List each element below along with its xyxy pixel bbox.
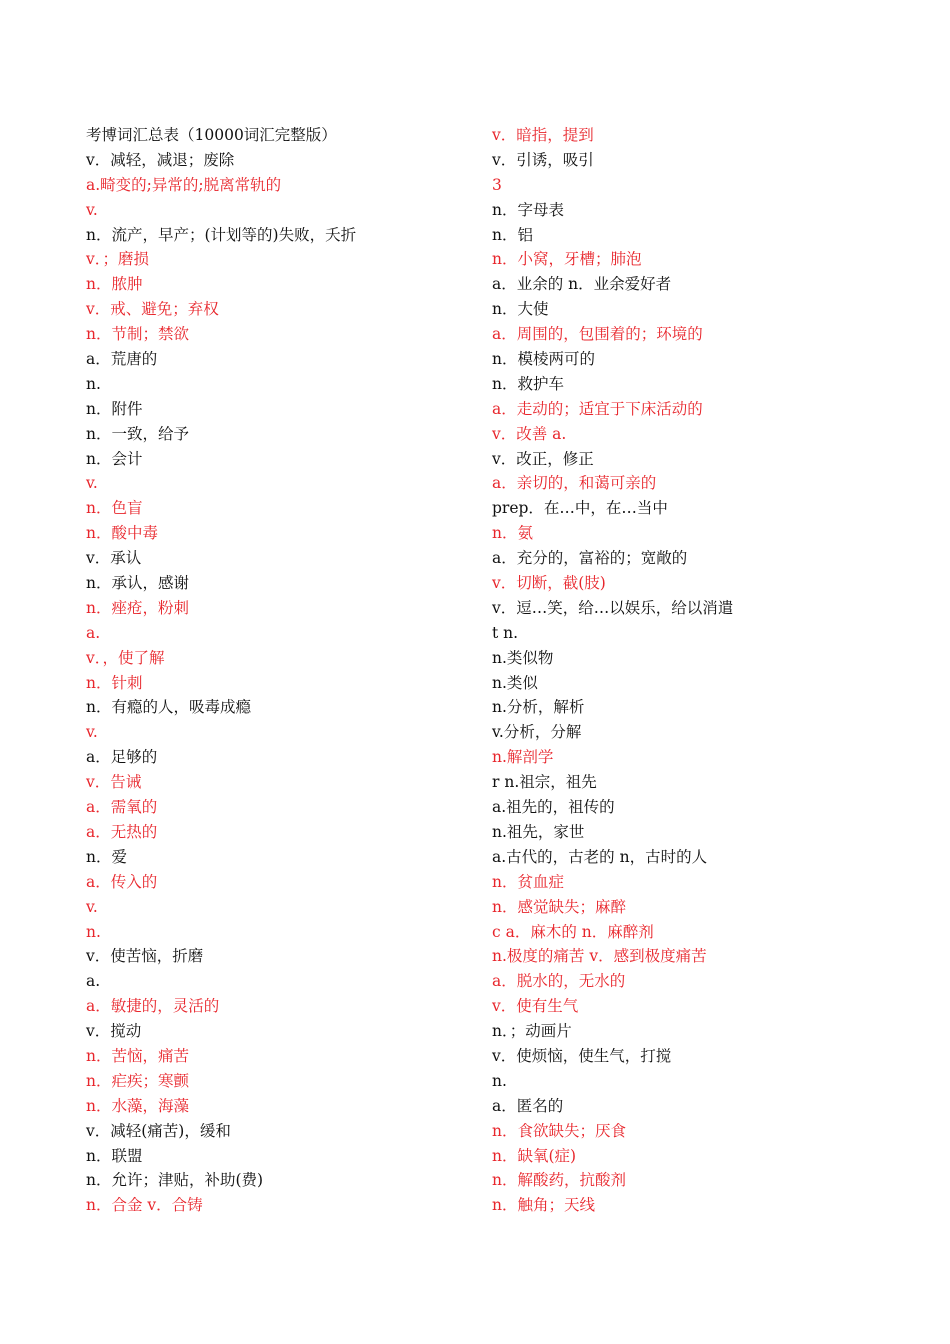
left-column-entry: n．痤疮，粉刺	[86, 598, 189, 617]
right-column-entry: v.分析，分解	[492, 723, 582, 742]
right-column-entry: n．模棱两可的	[492, 350, 595, 369]
right-column-entry: a．充分的，富裕的；宽敞的	[492, 549, 688, 568]
right-column-entry: n．感觉缺失；麻醉	[492, 897, 626, 916]
left-column-entry: n．色盲	[86, 499, 143, 518]
left-column-entry: a．敏捷的，灵活的	[86, 997, 220, 1016]
left-column-entry: n．联盟	[86, 1146, 143, 1165]
right-column-entry: a．走动的；适宜于下床活动的	[492, 399, 703, 418]
left-column	[86, 123, 486, 1218]
right-column-entry: n.极度的痛苦 v．感到极度痛苦	[492, 947, 707, 966]
right-column-entry: a．周围的，包围着的；环境的	[492, 325, 703, 344]
right-column-entry: r n.祖宗，祖先	[492, 773, 597, 792]
left-column-entry: n．一致，给予	[86, 424, 189, 443]
right-column-entry: v．逗…笑，给…以娱乐，给以消遣	[492, 598, 734, 617]
left-column-entry: a．传入的	[86, 872, 158, 891]
left-column-entry: v．使苦恼，折磨	[86, 947, 204, 966]
right-column-entry: 3	[492, 175, 502, 194]
left-column-entry: v.	[86, 474, 98, 493]
right-column-entry: prep．在…中，在…当中	[492, 499, 668, 518]
right-column-entry: n．解酸药，抗酸剂	[492, 1171, 626, 1190]
right-column-entry: v．改正，修正	[492, 449, 594, 468]
right-column-entry: n．小窝，牙槽；肺泡	[492, 250, 642, 269]
left-column-entry: n．允许；津贴，补助(费)	[86, 1171, 264, 1190]
left-column-entry: v．减轻(痛苦)，缓和	[86, 1121, 231, 1140]
right-column-entry: n.祖先，家世	[492, 822, 585, 841]
right-column-entry: n．氨	[492, 524, 533, 543]
left-column-entry: n．会计	[86, 449, 143, 468]
right-column-entry: a．亲切的，和蔼可亲的	[492, 474, 657, 493]
left-column-entry: n.	[86, 922, 101, 941]
left-column-entry: a．需氧的	[86, 798, 158, 817]
left-column-entry: n．流产，早产；(计划等的)失败，夭折	[86, 225, 357, 244]
left-column-entry: v．承认	[86, 549, 142, 568]
right-column	[492, 123, 872, 1218]
right-column-entry: n．贫血症	[492, 872, 564, 891]
right-column-entry: v．使有生气	[492, 997, 579, 1016]
left-column-entry: a.	[86, 972, 101, 991]
left-column-entry: n．酸中毒	[86, 524, 158, 543]
left-column-entry: n．疟疾；寒颤	[86, 1071, 189, 1090]
left-column-entry: n．水藻，海藻	[86, 1096, 189, 1115]
right-column-entry: n．救护车	[492, 374, 564, 393]
right-column-entry: n.类似物	[492, 648, 554, 667]
left-column-entry: n．节制；禁欲	[86, 325, 189, 344]
left-column-entry: v.	[86, 723, 98, 742]
left-column-entry: v．，使了解	[86, 648, 165, 667]
left-column-entry: n．爱	[86, 847, 127, 866]
left-column-entry: 考博词汇总表（10000词汇完整版）	[86, 126, 337, 144]
right-column-entry: n．大使	[492, 300, 549, 319]
right-column-entry: n．食欲缺失；厌食	[492, 1121, 626, 1140]
left-column-entry: a．荒唐的	[86, 350, 158, 369]
right-column-entry: n.分析，解析	[492, 698, 585, 717]
right-column-entry: n．；动画片	[492, 1022, 572, 1041]
left-column-entry: n.	[86, 374, 101, 393]
left-column-entry: a.	[86, 623, 101, 642]
right-column-entry: n．缺氧(症)	[492, 1146, 577, 1165]
right-column-entry: v．改善 a.	[492, 424, 567, 443]
left-column-entry: v．戒、避免；弃权	[86, 300, 219, 319]
left-column-entry: n．针刺	[86, 673, 143, 692]
left-column-entry: a．足够的	[86, 748, 158, 767]
right-column-entry: a．匿名的	[492, 1096, 564, 1115]
left-column-entry: n．有瘾的人，吸毒成瘾	[86, 698, 251, 717]
left-column-entry: v．告诫	[86, 773, 142, 792]
right-column-entry: c a．麻木的 n．麻醉剂	[492, 922, 654, 941]
right-column-entry: n.	[492, 1071, 507, 1090]
right-column-entry: v．暗指，提到	[492, 126, 594, 144]
left-column-entry: v．减轻，减退；废除	[86, 150, 235, 169]
left-column-entry: v.	[86, 200, 98, 219]
left-column-entry: n．附件	[86, 399, 143, 418]
right-column-entry: a．脱水的，无水的	[492, 972, 626, 991]
right-column-entry: t n.	[492, 623, 519, 642]
left-column-entry: n．脓肿	[86, 275, 143, 294]
right-column-entry: v．引诱，吸引	[492, 150, 594, 169]
left-column-entry: n．承认，感谢	[86, 574, 189, 593]
right-column-entry: v．切断，截(肢)	[492, 574, 606, 593]
left-column-entry: a.畸变的;异常的;脱离常轨的	[86, 175, 282, 194]
right-column-entry: a.祖先的，祖传的	[492, 798, 615, 817]
right-column-entry: a.古代的，古老的 n，古时的人	[492, 847, 708, 866]
right-column-entry: n．字母表	[492, 200, 564, 219]
left-column-entry: v.	[86, 897, 98, 916]
right-column-entry: n．铝	[492, 225, 533, 244]
right-column-entry: n．触角；天线	[492, 1196, 595, 1215]
right-column-entry: n.解剖学	[492, 748, 554, 767]
right-column-entry: v．使烦恼，使生气，打搅	[492, 1046, 672, 1065]
right-column-entry: n.类似	[492, 673, 538, 692]
left-column-entry: v．；磨损	[86, 250, 150, 269]
left-column-entry: v．搅动	[86, 1022, 142, 1041]
right-column-entry: a．业余的 n．业余爱好者	[492, 275, 672, 294]
left-column-entry: n．苦恼，痛苦	[86, 1046, 189, 1065]
left-column-entry: n．合金 v．合铸	[86, 1196, 203, 1215]
left-column-entry: a．无热的	[86, 822, 158, 841]
